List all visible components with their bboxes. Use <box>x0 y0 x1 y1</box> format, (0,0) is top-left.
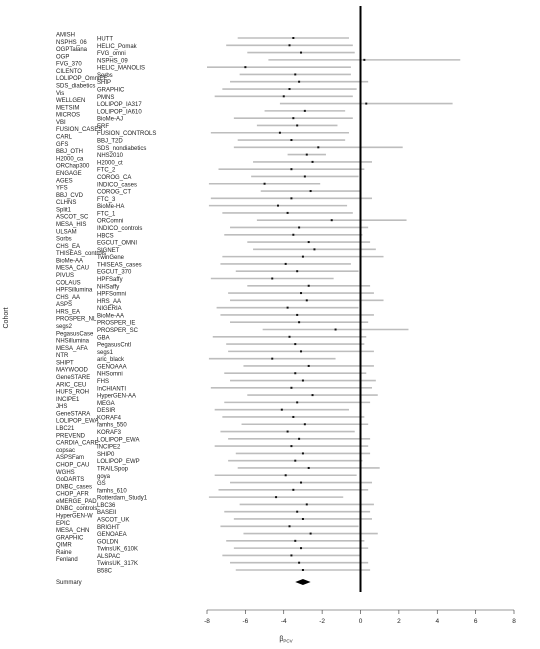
cohort-label-left: VBI <box>56 119 66 126</box>
cohort-label-right: KORAF3 <box>97 430 122 437</box>
cohort-label-left: HyperGEN-W <box>56 513 93 520</box>
point-estimate <box>290 197 292 199</box>
point-estimate <box>308 241 310 243</box>
cohort-label-right: DESIR <box>97 408 116 415</box>
x-axis-label-main: β <box>279 636 284 643</box>
cohort-label-right: GENOAAA <box>97 364 127 371</box>
point-estimate <box>308 467 310 469</box>
cohort-label-right: NHSaffy <box>97 284 120 291</box>
cohort-label-left: LBC21 <box>56 426 75 433</box>
x-tick-label: -4 <box>280 618 287 625</box>
cohort-label-left: PegasusCase <box>56 331 94 338</box>
cohort-label-left: MAYWOOD <box>56 367 88 374</box>
cohort-label-right: COROG_CA <box>97 174 132 181</box>
cohort-label-left: BioMe-AA <box>56 258 84 265</box>
x-tick-label: 2 <box>397 618 401 625</box>
cohort-label-right: NSPHS_09 <box>97 58 128 65</box>
point-estimate <box>308 365 310 367</box>
cohort-label-left: MESA_CHN <box>56 528 90 535</box>
point-estimate <box>279 132 281 134</box>
cohort-label-right: GBA <box>97 335 110 342</box>
cohort-label-right: LOLIPOP_IA317 <box>97 102 142 109</box>
cohort-label-right: INCIPE2 <box>97 444 121 451</box>
point-estimate <box>298 321 300 323</box>
point-estimate <box>302 256 304 258</box>
cohort-label-right: INDICO_controls <box>97 225 143 232</box>
point-estimate <box>290 445 292 447</box>
cohort-label-left: GFS <box>56 141 69 148</box>
cohort-label-left: CILENTO <box>56 68 82 75</box>
point-estimate <box>289 336 291 338</box>
cohort-label-right: SDS_nondiabetics <box>97 145 147 152</box>
point-estimate <box>298 438 300 440</box>
x-tick-label: -8 <box>204 618 210 625</box>
cohort-label-left: CLHNS <box>56 200 77 207</box>
point-estimate <box>289 525 291 527</box>
cohort-label-right: ALSPAC <box>97 553 121 560</box>
point-estimate <box>313 248 315 250</box>
cohort-label-right: aric_black <box>97 357 125 364</box>
x-axis-label-sub: PCV <box>283 638 293 644</box>
point-estimate <box>331 219 333 221</box>
cohort-label-right: FHS <box>97 379 109 386</box>
cohort-label-left: CARDIA_CARE <box>56 440 99 447</box>
point-estimate <box>292 37 294 39</box>
point-estimate <box>312 394 314 396</box>
cohort-label-left: DNBC_controls <box>56 506 98 513</box>
cohort-label-left: DNBC_cases <box>56 484 93 491</box>
cohort-label-left: NTR <box>56 353 69 360</box>
cohort-label-left: CARL <box>56 134 73 141</box>
cohort-label-left: OGP <box>56 54 70 61</box>
cohort-label-right: InCHIANTI <box>97 386 127 393</box>
cohort-label-left: copsac <box>56 447 76 454</box>
cohort-label-right: HRS_AA <box>97 298 122 305</box>
point-estimate <box>289 44 291 46</box>
cohort-label-right: TwinGene <box>97 255 125 262</box>
point-estimate <box>294 343 296 345</box>
cohort-label-left: CHOP_AFR <box>56 491 89 498</box>
cohort-label-right: SHIP <box>97 80 112 87</box>
point-estimate <box>244 66 246 68</box>
cohort-label-left: segs2 <box>56 324 73 331</box>
point-estimate <box>296 314 298 316</box>
point-estimate <box>300 547 302 549</box>
cohort-labels <box>56 33 156 575</box>
cohort-label-right: LOLIPOP_EWP <box>97 459 140 466</box>
cohort-label-right: INDICO_cases <box>97 182 138 189</box>
cohort-label-left: NHSillumina <box>56 338 90 345</box>
point-estimate <box>306 503 308 505</box>
cohort-label-left: eMERGE_PAD <box>56 498 97 505</box>
cohort-label-right: ORComni <box>97 218 124 225</box>
point-estimate <box>292 416 294 418</box>
point-estimate <box>271 277 273 279</box>
cohort-label-right: SHIP0 <box>97 451 115 458</box>
cohort-label-right: ERF <box>97 123 109 130</box>
cohort-label-right: FVG_omni <box>97 51 126 58</box>
cohort-label-left: YFS <box>56 185 68 192</box>
cohort-label-left: ASPS <box>56 302 73 309</box>
cohort-label-left: WGHS <box>56 469 75 476</box>
cohort-label-left: H2000_ca <box>56 156 84 163</box>
cohort-label-right: GENOAEA <box>97 532 127 539</box>
cohort-label-right: BRIGHT <box>97 524 120 531</box>
cohort-label-right: HPFSomni <box>97 291 127 298</box>
point-estimate <box>298 81 300 83</box>
cohort-label-left: COLAUS <box>56 280 81 287</box>
cohort-label-left: BBJ_OTH <box>56 149 84 156</box>
cohort-label-right: segs1 <box>97 349 114 356</box>
cohort-label-left: FVG_370 <box>56 61 82 68</box>
cohort-label-left: GeneSTARE <box>56 375 91 382</box>
point-estimate <box>300 52 302 54</box>
x-axis-label <box>279 636 292 644</box>
cohort-label-right: FUSION_CONTROLS <box>97 131 157 138</box>
cohort-label-left: SDS_diabetics <box>56 83 96 90</box>
cohort-label-left: MICROS <box>56 112 80 119</box>
cohort-label-right: B58C <box>97 568 113 575</box>
point-estimate <box>296 511 298 513</box>
point-estimate <box>298 562 300 564</box>
cohort-label-right: TwinsUK_317K <box>97 561 139 568</box>
cohort-label-left: MESA_HIS <box>56 221 87 228</box>
cohort-label-right: BioMe-AJ <box>97 116 124 123</box>
cohort-label-left: AGES <box>56 178 73 185</box>
point-estimate <box>277 205 279 207</box>
cohort-label-left: ORChap300 <box>56 163 90 170</box>
point-estimate <box>363 59 365 61</box>
cohort-label-left: CHOP_CAU <box>56 462 90 469</box>
summary-label: Summary <box>56 580 82 586</box>
point-estimate <box>294 540 296 542</box>
x-axis <box>204 610 516 625</box>
cohort-label-right: LOLIPOP_IA610 <box>97 109 142 116</box>
point-estimate <box>294 460 296 462</box>
cohort-label-left: METSIM <box>56 105 80 112</box>
x-tick-label: 6 <box>473 618 478 625</box>
cohort-label-right: famhs_610 <box>97 488 127 495</box>
point-estimate <box>287 431 289 433</box>
cohort-label-left: PREVEND <box>56 433 86 440</box>
cohort-label-right: H2000_ct <box>97 160 123 167</box>
cohort-label-left: AMISH <box>56 32 76 39</box>
point-estimate <box>300 482 302 484</box>
cohort-label-right: FTC_3 <box>97 196 116 203</box>
cohort-label-left: GeneSTARA <box>56 411 91 418</box>
cohort-label-left: CHS_AA <box>56 294 81 301</box>
cohort-label-left: LOLIPOP_OmniEE <box>56 76 108 83</box>
cohort-label-right: HUTT <box>97 36 113 43</box>
point-estimate <box>302 518 304 520</box>
cohort-label-right: GS <box>97 481 106 488</box>
x-tick-label: -6 <box>242 618 249 625</box>
cohort-label-left: SHIPT <box>56 360 74 367</box>
cohort-label-right: GRAPHIC <box>97 87 125 94</box>
cohort-label-right: BioMe-HA <box>97 204 125 211</box>
cohort-label-left: ASCOT_SC <box>56 214 89 221</box>
cohort-label-left: BBJ_CVD <box>56 192 84 199</box>
cohort-label-left: MESA_CAU <box>56 265 90 272</box>
point-estimate <box>283 95 285 97</box>
point-estimate <box>302 380 304 382</box>
point-estimate <box>298 226 300 228</box>
point-estimate <box>294 372 296 374</box>
cohort-label-left: Vis <box>56 90 65 97</box>
point-estimate <box>285 263 287 265</box>
cohort-label-right: Rotterdam_Study1 <box>97 495 148 502</box>
cohort-label-right: MEGA <box>97 400 115 407</box>
cohort-label-right: BBJ_T2D <box>97 138 123 145</box>
point-estimate <box>308 285 310 287</box>
point-estimate <box>296 401 298 403</box>
cohort-label-right: GOLDN <box>97 539 119 546</box>
cohort-label-left: WELLGEN <box>56 98 86 105</box>
cohort-label-left: THISEAS_controls <box>56 251 107 258</box>
point-estimate <box>275 496 277 498</box>
point-estimate <box>290 168 292 170</box>
cohort-label-left: PROSPER_NL <box>56 316 97 323</box>
cohort-label-right: EGCUT_370 <box>97 269 132 276</box>
cohort-label-left: GRAPHIC <box>56 535 84 542</box>
cohort-label-left: FUSION_CASES <box>56 127 103 134</box>
cohort-label-left: LOLIPOP_EWA <box>56 418 99 425</box>
cohort-label-left: PIVUS <box>56 272 75 279</box>
point-estimate <box>302 452 304 454</box>
cohort-label-left: Fenland <box>56 557 78 564</box>
cohort-label-left: Raine <box>56 549 72 556</box>
point-estimate <box>290 139 292 141</box>
x-tick-label: 4 <box>435 618 440 625</box>
point-estimate <box>296 270 298 272</box>
point-estimate <box>304 423 306 425</box>
cohort-label-left: GoDARTS <box>56 477 85 484</box>
cohort-label-left: HUFS_ROH <box>56 389 90 396</box>
cohort-label-right: EGCUT_OMNI <box>97 240 138 247</box>
cohort-label-right: FTC_2 <box>97 167 116 174</box>
cohort-label-right: HyperGEN-AA <box>97 393 137 400</box>
cohort-label-left: Split1 <box>56 207 72 214</box>
cohort-label-right: goya <box>97 473 111 480</box>
cohort-label-left: ASPSFam <box>56 455 85 462</box>
cohort-label-right: NHS2010 <box>97 153 124 160</box>
cohort-label-right: BASEII <box>97 510 117 517</box>
cohort-label-left: OGPTalana <box>56 47 88 54</box>
cohort-label-left: EPIC <box>56 520 71 527</box>
point-estimate <box>264 183 266 185</box>
cohort-label-right: ASCOT_UK <box>97 517 130 524</box>
point-estimate <box>310 190 312 192</box>
point-estimate <box>292 117 294 119</box>
cohort-label-left: ULSAM <box>56 229 77 236</box>
cohort-label-right: PMNS <box>97 94 115 101</box>
cohort-label-left: INCIPE1 <box>56 396 80 403</box>
cohort-label-left: CHS_EA <box>56 243 81 250</box>
cohort-label-right: PROSPER_SC <box>97 328 139 335</box>
ci-lines <box>207 38 460 570</box>
point-estimate <box>312 161 314 163</box>
point-estimate <box>287 307 289 309</box>
cohort-label-right: HPFSaffy <box>97 276 123 283</box>
point-estimate <box>306 154 308 156</box>
point-estimate <box>306 299 308 301</box>
summary-group <box>56 579 311 586</box>
cohort-label-right: LOLIPOP_EWA <box>97 437 140 444</box>
point-estimate <box>292 234 294 236</box>
cohort-label-right: TRAILSpop <box>97 466 129 473</box>
cohort-label-right: PROSPER_IE <box>97 320 136 327</box>
x-tick-label: 8 <box>512 618 516 625</box>
cohort-label-right: KORAF4 <box>97 415 122 422</box>
cohort-label-left: Sorbs <box>56 236 72 243</box>
x-tick-label: -2 <box>319 618 326 625</box>
cohort-label-right: NHSomni <box>97 371 123 378</box>
cohort-label-right: Sorbs <box>97 72 113 79</box>
point-estimate <box>287 212 289 214</box>
cohort-label-right: NIGERIA <box>97 306 122 313</box>
cohort-label-right: COROG_CT <box>97 189 132 196</box>
point-estimate <box>335 329 337 331</box>
point-estimate <box>271 358 273 360</box>
point-estimate <box>294 73 296 75</box>
cohort-label-right: HELIC_MANOLIS <box>97 65 146 72</box>
cohort-label-right: FTC_1 <box>97 211 116 218</box>
point-estimate <box>285 474 287 476</box>
cohort-label-right: PegasusCntl <box>97 342 132 349</box>
point-estimate <box>296 124 298 126</box>
point-estimate <box>281 409 283 411</box>
summary-diamond <box>295 579 310 585</box>
point-estimate <box>304 110 306 112</box>
point-estimate <box>365 103 367 105</box>
point-estimate <box>310 533 312 535</box>
point-estimate <box>300 350 302 352</box>
x-tick-label: 0 <box>358 618 363 625</box>
cohort-label-right: HELIC_Pomak <box>97 43 137 50</box>
point-estimate <box>290 387 292 389</box>
cohort-label-left: JHS <box>56 404 68 411</box>
cohort-label-left: NSPHS_06 <box>56 39 87 46</box>
cohort-label-left: HRS_EA <box>56 309 81 316</box>
y-axis-label: Cohort <box>3 307 10 329</box>
cohort-label-right: LBC36 <box>97 502 116 509</box>
cohort-label-left: HPFSillumina <box>56 287 93 294</box>
cohort-label-left: MESA_AFA <box>56 345 88 352</box>
point-estimate <box>302 569 304 571</box>
cohort-label-right: BioMe-AA <box>97 313 125 320</box>
point-estimate <box>289 88 291 90</box>
point-estimate <box>317 146 319 148</box>
cohort-label-left: ENGAGE <box>56 170 82 177</box>
cohort-label-right: THISEAS_cases <box>97 262 142 269</box>
point-estimate <box>292 489 294 491</box>
cohort-label-right: famhs_550 <box>97 422 127 429</box>
point-estimate <box>300 292 302 294</box>
cohort-label-left: QIMR <box>56 542 72 549</box>
point-estimate <box>304 175 306 177</box>
cohort-label-right: TwinsUK_610K <box>97 546 139 553</box>
cohort-label-left: ARIC_CEU <box>56 382 87 389</box>
cohort-label-right: SIGNET <box>97 247 120 254</box>
cohort-label-right: HBCS <box>97 233 114 240</box>
point-estimates <box>244 37 367 571</box>
point-estimate <box>290 554 292 556</box>
